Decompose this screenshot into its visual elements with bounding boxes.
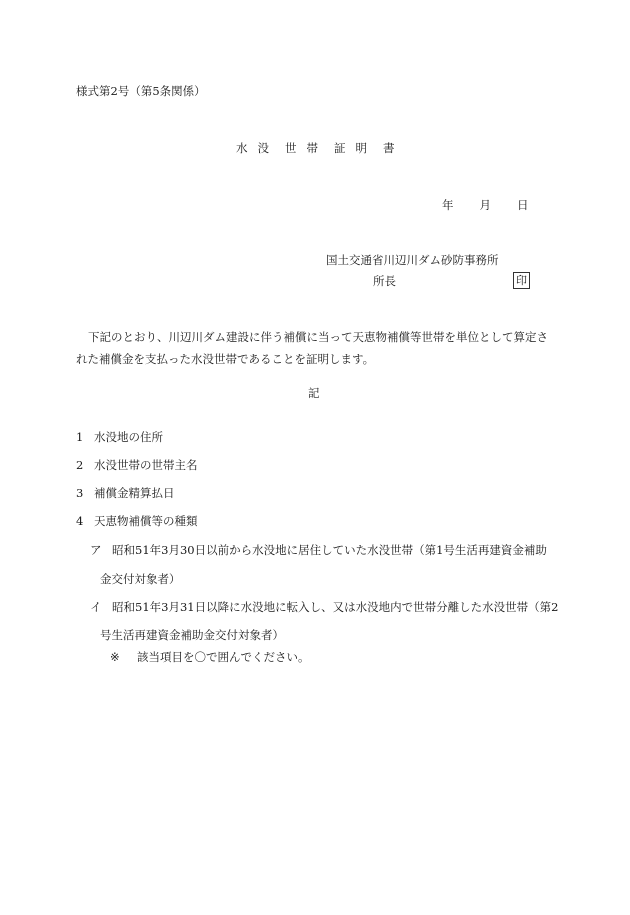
title-char: 帯 [306, 141, 318, 155]
title-char: 明 [355, 141, 367, 155]
date-line [442, 200, 529, 212]
note-text: 該当項目を〇で囲んでください。 [137, 650, 310, 664]
list-item [76, 432, 163, 444]
seal-mark: 印 [513, 272, 530, 289]
issuer-office: 国土交通省川辺川ダム砂防事務所 [326, 253, 499, 267]
item-number: 4 [76, 514, 84, 528]
title-char: 没 [257, 141, 269, 155]
document-title [236, 143, 405, 155]
sub-item-i-cont: 号生活再建資金補助金交付対象者） [100, 628, 284, 642]
item-label: 補償金精算払日 [94, 486, 175, 500]
list-item [76, 488, 175, 500]
date-day: 日 [517, 198, 529, 212]
sub-item-text: 昭和51年3月30日以前から水没地に居住していた水没世帯（第1号生活再建資金補助 [112, 543, 547, 557]
date-year: 年 [442, 198, 454, 212]
form-number: 様式第2号（第5条関係） [76, 84, 206, 98]
sub-item-marker: イ [90, 600, 102, 614]
list-item [76, 516, 198, 528]
ki-heading: 記 [308, 386, 320, 400]
note [110, 652, 310, 664]
title-char: 書 [383, 141, 395, 155]
sub-item-a-cont: 金交付対象者） [100, 572, 181, 586]
sub-item-marker: ア [90, 543, 102, 557]
item-label: 天恵物補償等の種類 [94, 514, 198, 528]
title-char: 証 [334, 141, 346, 155]
note-mark: ※ [110, 650, 120, 664]
sub-item-i [90, 602, 558, 614]
item-number: 1 [76, 430, 84, 444]
title-char: 世 [285, 141, 297, 155]
title-char: 水 [236, 141, 248, 155]
item-label: 水没地の住所 [94, 430, 163, 444]
item-number: 3 [76, 486, 84, 500]
item-number: 2 [76, 458, 84, 472]
issuer-head: 所長 [373, 274, 396, 288]
body-paragraph [76, 326, 556, 370]
list-item [76, 460, 198, 472]
item-label: 水没世帯の世帯主名 [94, 458, 198, 472]
sub-item-a [90, 545, 547, 557]
body-text: 下記のとおり、川辺川ダム建設に伴う補償に当って天恵物補償等世帯を単位として算定された補償金を支払った水没世帯であることを証明します。 [76, 330, 548, 366]
date-month: 月 [479, 198, 491, 212]
sub-item-text: 昭和51年3月31日以降に水没地に転入し、又は水没地内で世帯分離した水没世帯（第2 [112, 600, 559, 614]
